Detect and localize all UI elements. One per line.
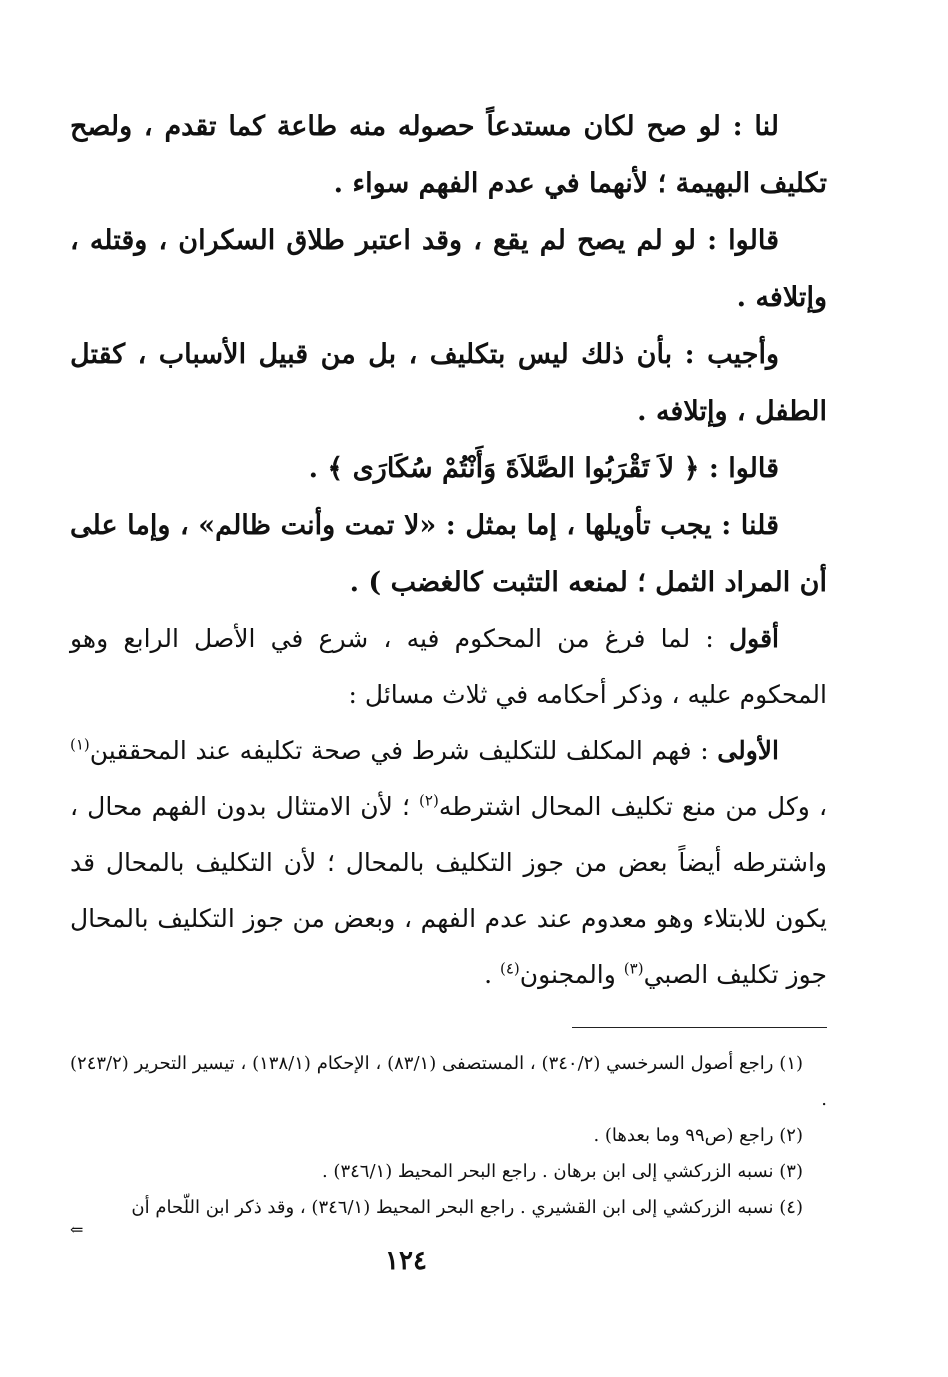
quran-verse: لاَ تَقْرَبُوا الصَّلاَةَ وَأَنْتُمْ سُكَارَى	[343, 453, 684, 484]
sharh-2-part-3: ؛ لأن الامتثال بدون الفهم محال ، واشترطه أيضاً بعض من جوز التكليف بالمحال ؛ لأن التكليف بالمحال قد يكون للابتلاء وهو معدوم عند عدم الفهم ، وبعض من جوز التكليف بالمحال جوز تكليف الصبي	[70, 792, 827, 989]
sharh-paragraph-1-text: : لما فرغ من المحكوم فيه ، شرع في الأصل الرابع وهو المحكوم عليه ، وذكر أحكامه في ثلاث مسائل :	[70, 624, 827, 709]
quran-open-bracket: ﴿	[683, 453, 700, 484]
sharh-paragraph-1	[70, 611, 827, 723]
quran-intro: قالوا :	[699, 453, 779, 484]
sharh-2-part-1: : فهم المكلف للتكليف شرط في صحة تكليفه عند المحققين	[89, 736, 718, 765]
continuation-arrow-icon: ⇐	[70, 1220, 84, 1239]
footnote-ref-2[interactable]: (٢)	[419, 791, 439, 810]
sharh-2-part-4: والمجنون	[519, 960, 624, 989]
footnote-ref-4[interactable]: (٤)	[500, 959, 520, 978]
sharh-2-lead-word: الأولى	[717, 736, 779, 765]
footnote-2: (٢) راجع (ص٩٩ وما بعدها) .	[593, 1125, 803, 1146]
footnote-4: (٤) نسبه الزركشي إلى ابن القشيري . راجع البحر المحيط (٣٤٦/١) ، وقد ذكر ابن اللّحام أن	[131, 1197, 803, 1218]
sharh-2-part-5: .	[484, 960, 500, 989]
sharh-2-part-2: ، وكل من منع تكليف المحال اشترطه	[438, 792, 828, 821]
footnote-ref-1[interactable]: (١)	[70, 735, 90, 754]
quran-close-bracket: ﴾	[327, 453, 344, 484]
footnote-ref-3[interactable]: (٣)	[623, 959, 644, 978]
sharh-paragraph-2	[70, 723, 827, 1003]
quran-trailing: .	[308, 453, 328, 484]
footnote-1: (١) راجع أصول السرخسي (٣٤٠/٢) ، المستصفى (٨٣/١) ، الإحكام (١٣٨/١) ، تيسير التحرير (٢٤٣/٢) .	[70, 1053, 827, 1110]
page-number: ١٢٤	[385, 1246, 427, 1276]
footnote-3: (٣) نسبه الزركشي إلى ابن برهان . راجع البحر المحيط (٣٤٦/١) .	[321, 1161, 803, 1182]
matn-paragraph-5: قلنا : يجب تأويلها ، إما بمثل : «لا تمت وأنت ظالم» ، وإما على أن المراد الثمل ؛ لمنعه التثبت كالغضب ) .	[70, 510, 827, 598]
matn-paragraph-1: لنا : لو صح لكان مستدعاً حصوله منه طاعة كما تقدم ، ولصح تكليف البهيمة ؛ لأنهما في عدم الفهم سواء .	[70, 111, 827, 199]
footnotes-block	[70, 1046, 827, 1238]
matn-paragraph-4-quran	[70, 440, 827, 497]
matn-paragraph-3: وأجيب : بأن ذلك ليس بتكليف ، بل من قبيل الأسباب ، كقتل الطفل ، وإتلافه .	[70, 339, 827, 427]
matn-paragraph-2: قالوا : لو لم يصح لم يقع ، وقد اعتبر طلاق السكران ، وقتله ، وإتلافه .	[70, 225, 827, 313]
sharh-lead-word: أقول	[729, 624, 779, 653]
sharh-block	[70, 611, 827, 1003]
page-body	[70, 98, 827, 1238]
matn-block	[70, 98, 827, 611]
footnote-divider	[572, 1027, 827, 1028]
